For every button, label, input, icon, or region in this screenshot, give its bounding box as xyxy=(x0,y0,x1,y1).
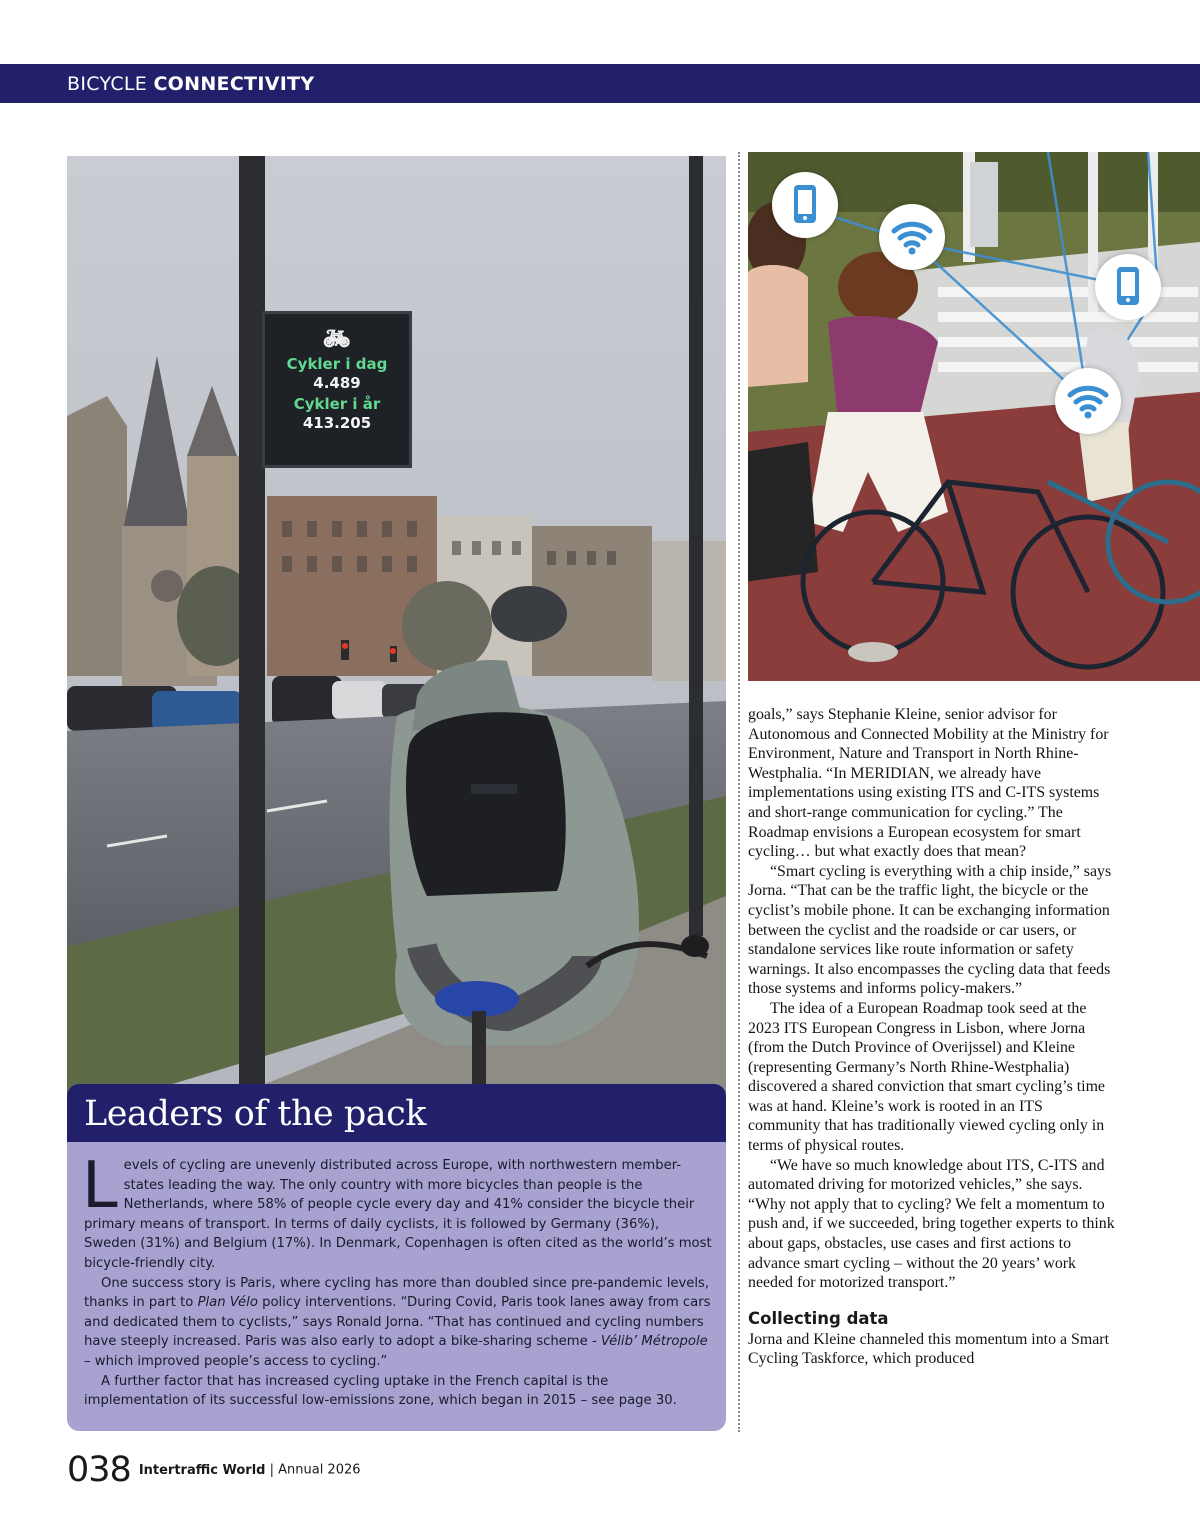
publication-name: Intertraffic World xyxy=(138,1462,266,1478)
cyclist-counter-photo xyxy=(67,156,726,1116)
section-label-regular: BICYCLE xyxy=(67,73,154,95)
section-label xyxy=(67,73,314,95)
article-paragraph-4: “We have so much knowledge about ITS, C-ITS and automated driving for motorized vehicles,” she says. “Why not apply that to cycling? We felt a momentum to push and, if we succeeded, bring together experts to think about gaps, obstacles, use cases and first actions to advance smart cycling – without the 20 years’ work needed for motorized transport.” xyxy=(748,1156,1115,1292)
sidebar-title-bar xyxy=(67,1084,726,1142)
article-paragraph-3: The idea of a European Roadmap took seed at the 2023 ITS European Congress in Lisbon, where Jorna (from the Dutch Province of Overijssel) and Kleine (representing Germany’s North Rhine-Westphalia) discovered a shared conviction that smart cycling’s time was at hand. Kleine’s work is rooted in an ITS community that has traditionally viewed cycling only in terms of physical routes. xyxy=(748,999,1105,1155)
section-label-bold: CONNECTIVITY xyxy=(153,73,315,95)
drop-cap: L xyxy=(82,1149,118,1223)
daily-count-value: 4.489 xyxy=(313,374,361,392)
sidebar-p1-text: evels of cycling are unevenly distributed across Europe, with northwestern member-states leading the way. The only country with more bicycles than people is the Netherlands, where 58% of people cycle every day and 41% consider the bicycle their primary means of transport. In terms of daily cyclists, it is followed by Germany (36%), Sweden (31%) and Belgium (17%). In Denmark, Copenhagen is often cited as the world’s most bicycle-friendly city. xyxy=(84,1158,712,1271)
sidebar-box xyxy=(67,1084,726,1431)
page-number: 038 xyxy=(67,1450,131,1490)
wifi-icon xyxy=(879,204,945,270)
article-column xyxy=(748,705,1116,1369)
sidebar-body xyxy=(82,1149,714,1411)
phone-icon xyxy=(772,172,838,238)
article-paragraph-5: Jorna and Kleine channeled this momentum into a Smart Cycling Taskforce, which produced xyxy=(748,1330,1109,1368)
column-divider xyxy=(738,152,740,1432)
yearly-count-label: Cykler i år xyxy=(293,395,381,413)
sidebar-p2-text-c: – which improved people’s access to cycling.” xyxy=(84,1353,388,1369)
article-paragraph-2: “Smart cycling is everything with a chip inside,” says Jorna. “That can be the traffic light, the bicycle or the cyclist’s mobile phone. It can be exchanging information between the cyclist and the roadside or car users, or standalone services like route information or safety warnings. It also encompasses the cycling data that feeds those systems and informs policy-makers.” xyxy=(748,862,1112,998)
section-header-bar xyxy=(0,64,1200,103)
sidebar-title: Leaders of the pack xyxy=(84,1094,426,1134)
sidebar-p2-emphasis: Plan Vélo xyxy=(197,1295,258,1311)
page-footer xyxy=(67,1450,361,1490)
sidebar-paragraph-2 xyxy=(84,1274,714,1372)
bike-counter-sign xyxy=(262,311,412,468)
sidebar-p2-text-b: policy interventions. “During Covid, Paris took lanes away from cars and dedicated them to cyclists,” says Ronald Jorna. “That has continued and cycling numbers have steeply increased. Paris was also early to adopt a bike-sharing scheme - xyxy=(84,1295,711,1350)
sidebar-paragraph-3: A further factor that has increased cycling uptake in the French capital is the implementation of its successful low-emissions zone, which began in 2015 – see page 30. xyxy=(84,1373,677,1409)
street-scene-illustration xyxy=(67,156,726,1116)
sidebar-paragraph-1 xyxy=(82,1149,714,1274)
bicycle-icon: 🚲︎ xyxy=(323,327,351,352)
phone-icon xyxy=(1095,254,1161,320)
connected-cyclists-photo xyxy=(748,152,1200,681)
article-subheading: Collecting data xyxy=(748,1308,889,1328)
sidebar-p2-emphasis-2: Vélib’ Métropole xyxy=(600,1334,708,1350)
article-paragraph-1: goals,” says Stephanie Kleine, senior advisor for Autonomous and Connected Mobility at the Ministry for Environment, Nature and Transport in North Rhine-Westphalia. “In MERIDIAN, we already have implementations using existing ITS and C-ITS systems and short-range communication for cycling.” The Roadmap envisions a European ecosystem for smart cycling… but what exactly does that mean? xyxy=(748,706,1109,861)
yearly-count-value: 413.205 xyxy=(302,414,372,432)
issue-label: | Annual 2026 xyxy=(265,1462,361,1478)
wifi-icon xyxy=(1055,368,1121,434)
sidebar-p2-text-a: One success story is Paris, where cycling has more than doubled since pre-pandemic levels, thanks in part to xyxy=(84,1275,710,1311)
daily-count-label: Cykler i dag xyxy=(286,355,388,373)
